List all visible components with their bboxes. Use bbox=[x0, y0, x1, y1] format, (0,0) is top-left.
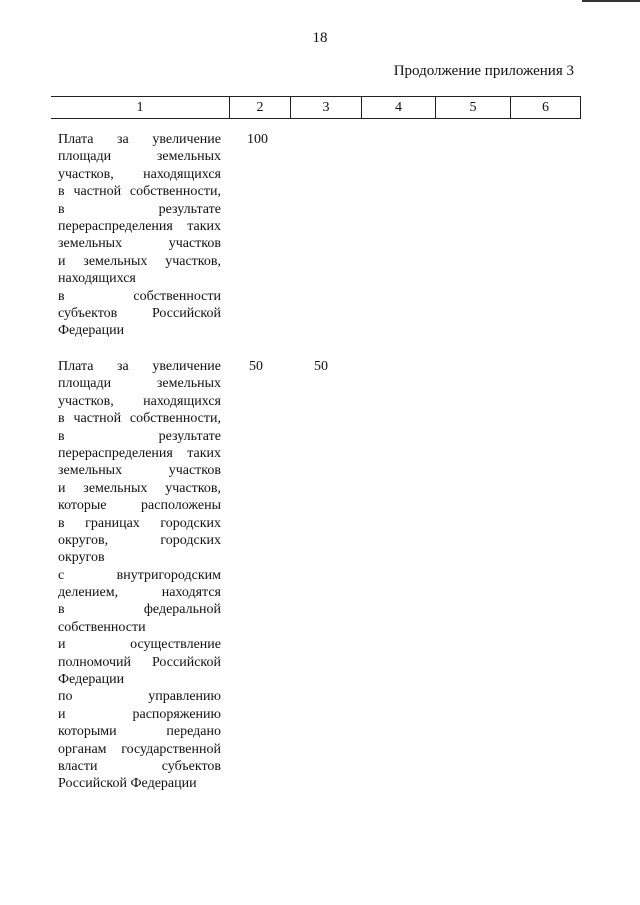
description-line: в границах городских bbox=[58, 515, 221, 531]
description-line: в федеральной bbox=[58, 602, 221, 618]
description-line: площади земельных bbox=[58, 149, 221, 165]
description-line: округов bbox=[58, 550, 105, 566]
description-line: в результате bbox=[58, 428, 221, 444]
description-line: и земельных участков, bbox=[58, 480, 221, 496]
description-line: в собственности bbox=[58, 288, 221, 304]
description-line: земельных участков bbox=[58, 236, 221, 252]
description-line: в частной собственности, bbox=[58, 184, 221, 200]
description-line: собственности bbox=[58, 619, 146, 635]
table-header-row bbox=[51, 96, 581, 119]
column-header-6: 6 bbox=[510, 97, 581, 118]
description-line: площади земельных bbox=[58, 376, 221, 392]
table-cell-col2: 50 bbox=[249, 359, 263, 374]
description-line: Плата за увеличение bbox=[58, 359, 221, 374]
description-line: которыми передано bbox=[58, 724, 221, 740]
description-line: субъектов Российской bbox=[58, 305, 221, 321]
description-line: в частной собственности, bbox=[58, 411, 221, 427]
column-header-2: 2 bbox=[229, 97, 290, 118]
description-line: делением, находятся bbox=[58, 585, 221, 601]
description-line: Федерации bbox=[58, 672, 125, 688]
description-line: которые расположены bbox=[58, 498, 221, 514]
table-row-description bbox=[58, 131, 221, 340]
description-line: земельных участков bbox=[58, 463, 221, 479]
description-line: округов, городских bbox=[58, 532, 221, 548]
description-line: в результате bbox=[58, 201, 221, 217]
description-line: Федерации bbox=[58, 323, 125, 339]
appendix-continuation-label: Продолжение приложения 3 bbox=[393, 63, 574, 79]
page-number: 18 bbox=[312, 30, 328, 46]
description-line: и распоряжению bbox=[58, 706, 221, 722]
description-line: и осуществление bbox=[58, 637, 221, 653]
table-cell-col2: 100 bbox=[247, 132, 268, 147]
description-line: и земельных участков, bbox=[58, 253, 221, 269]
description-line: власти субъектов bbox=[58, 758, 221, 774]
column-header-4: 4 bbox=[361, 97, 435, 118]
corner-scan-mark bbox=[582, 0, 640, 2]
description-line: с внутригородским bbox=[58, 567, 221, 583]
description-line: Российской Федерации bbox=[58, 776, 197, 792]
description-line: участков, находящихся bbox=[58, 166, 221, 182]
column-header-3: 3 bbox=[290, 97, 361, 118]
description-line: органам государственной bbox=[58, 741, 221, 757]
column-header-5: 5 bbox=[435, 97, 510, 118]
description-line: Плата за увеличение bbox=[58, 132, 221, 147]
table-row-description bbox=[58, 358, 221, 793]
description-line: полномочий Российской bbox=[58, 654, 221, 670]
description-line: участков, находящихся bbox=[58, 393, 221, 409]
description-line: перераспределения таких bbox=[58, 218, 221, 234]
description-line: перераспределения таких bbox=[58, 445, 221, 461]
description-line: находящихся bbox=[58, 271, 136, 287]
table-cell-col3: 50 bbox=[314, 359, 328, 374]
column-header-1: 1 bbox=[136, 100, 144, 115]
description-line: по управлению bbox=[58, 689, 221, 705]
